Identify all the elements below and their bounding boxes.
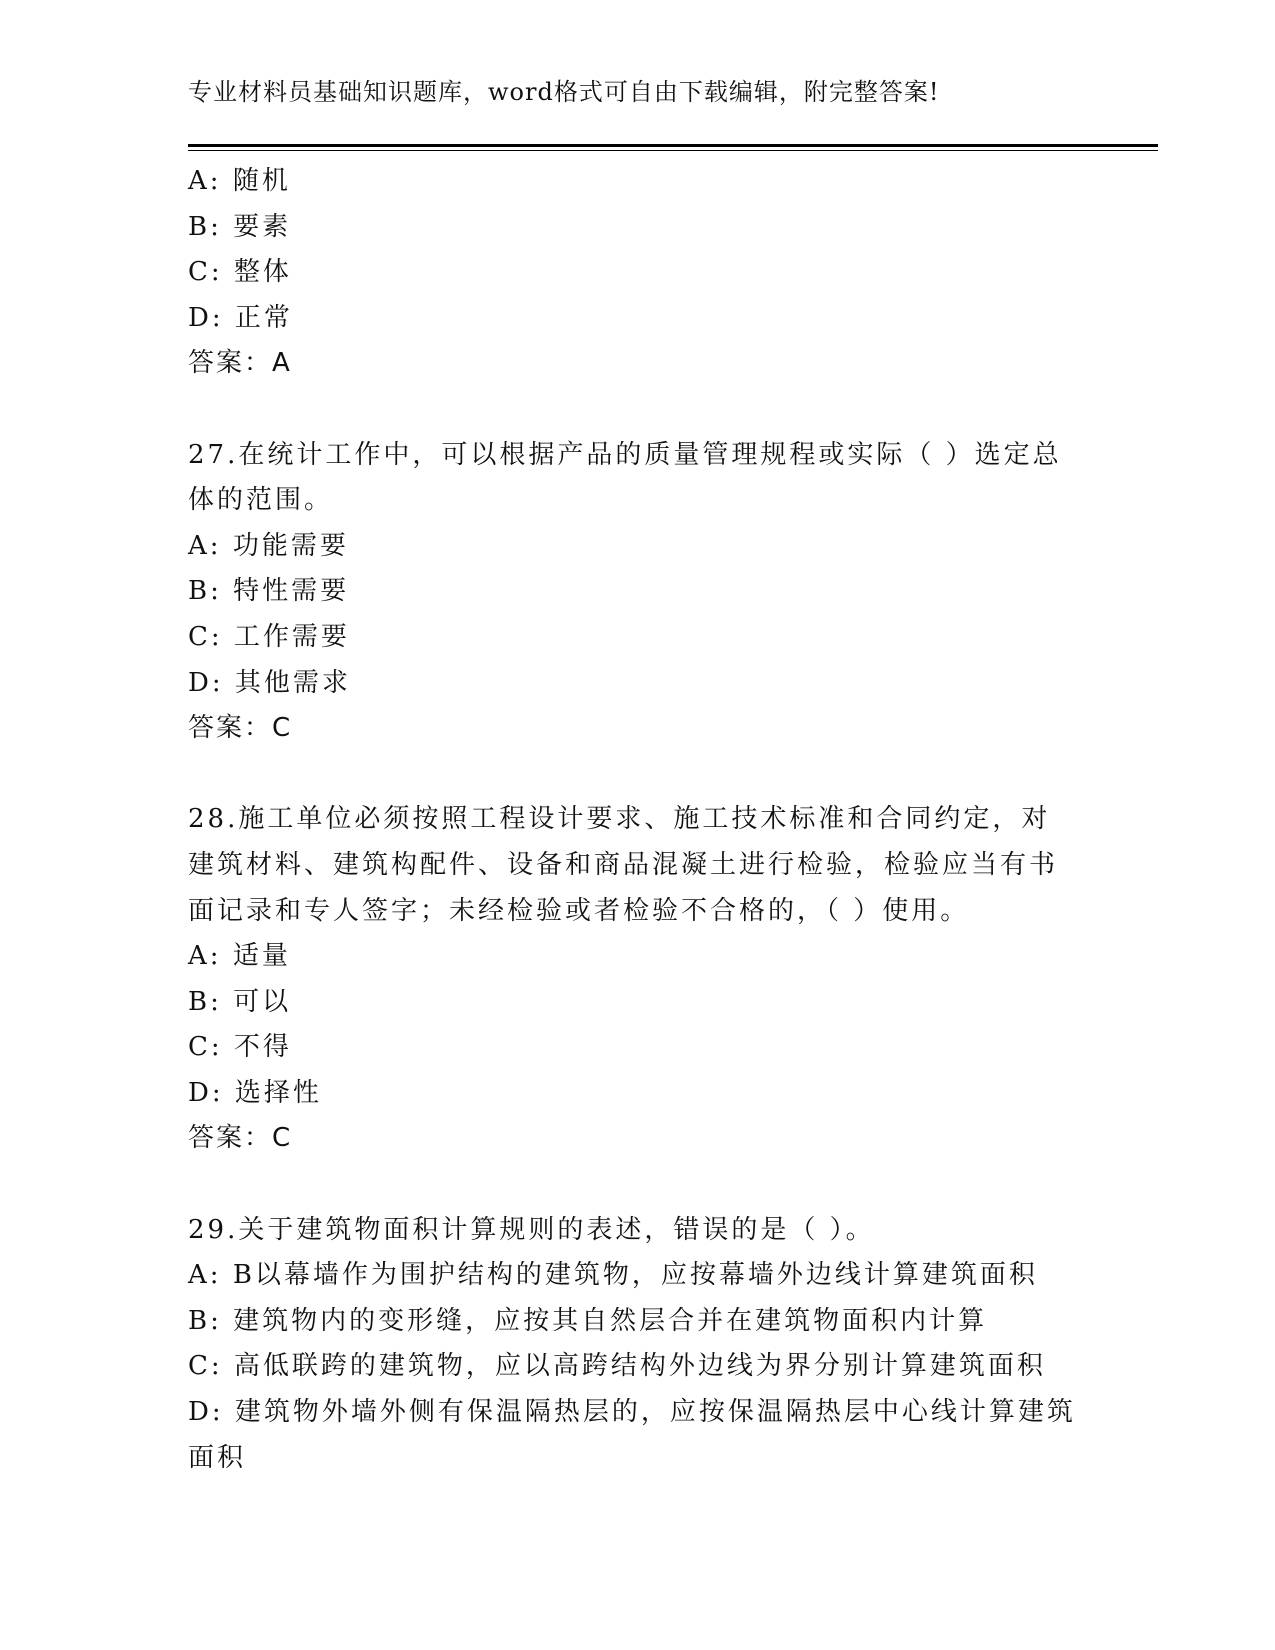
option-b <box>188 205 1088 251</box>
spacer <box>188 752 1088 798</box>
option-label: C: <box>188 1032 223 1063</box>
option-text: 工作需要 <box>233 621 350 652</box>
option-b <box>188 1299 1088 1345</box>
option-b <box>188 569 1088 615</box>
option-text: 选择性 <box>234 1077 322 1108</box>
answer-line: 答案：C <box>188 713 293 744</box>
answer-line: 答案：A <box>188 348 292 379</box>
option-label: B: <box>188 211 222 242</box>
option-text: 建筑物内的变形缝，应按其自然层合并在建筑物面积内计算 <box>233 1305 988 1336</box>
option-text: 功能需要 <box>232 530 349 561</box>
option-c <box>188 1025 1088 1071</box>
option-d <box>188 296 1088 342</box>
option-c <box>188 250 1088 296</box>
option-b <box>188 980 1088 1026</box>
spacer <box>188 387 1088 433</box>
option-d <box>188 1071 1088 1117</box>
option-label: C: <box>188 621 223 652</box>
option-text: 适量 <box>232 941 291 972</box>
option-text: B以幕墙作为围护结构的建筑物，应按幕墙外边线计算建筑面积 <box>232 1260 1038 1291</box>
spacer <box>188 1162 1088 1208</box>
option-label: B: <box>188 1305 222 1336</box>
question-27-stem: 27.在统计工作中，可以根据产品的质量管理规程或实际（ ）选定总体的范围。 <box>188 439 1062 516</box>
header-divider <box>188 144 1158 147</box>
option-a <box>188 524 1088 570</box>
option-text: 可以 <box>233 986 292 1017</box>
option-c <box>188 615 1088 661</box>
option-label: D: <box>188 667 224 698</box>
option-text: 不得 <box>233 1032 292 1063</box>
option-text: 其他需求 <box>234 667 351 698</box>
option-label: C: <box>188 1351 223 1382</box>
option-label: C: <box>188 257 223 288</box>
option-label: A: <box>188 1260 222 1291</box>
option-label: B: <box>188 986 222 1017</box>
option-text: 正常 <box>234 302 293 333</box>
option-text: 高低联跨的建筑物，应以高跨结构外边线为界分别计算建筑面积 <box>233 1351 1046 1382</box>
option-label: B: <box>188 576 222 607</box>
option-text: 随机 <box>232 166 291 196</box>
option-d <box>188 1390 1076 1481</box>
option-text: 要素 <box>233 211 292 242</box>
option-label: A: <box>188 530 222 561</box>
option-label: A: <box>188 166 222 196</box>
option-a <box>188 934 1088 980</box>
option-d <box>188 661 1088 707</box>
option-c <box>188 1344 1088 1390</box>
option-text: 整体 <box>233 257 292 288</box>
option-label: D: <box>188 302 224 333</box>
option-a <box>188 1253 1088 1299</box>
option-text: 特性需要 <box>233 576 350 607</box>
option-label: D: <box>188 1077 224 1108</box>
option-label: A: <box>188 941 222 972</box>
answer-line: 答案：C <box>188 1123 293 1154</box>
option-text: 建筑物外墙外侧有保温隔热层的，应按保温隔热层中心线计算建筑面积 <box>188 1397 1076 1473</box>
option-a <box>188 159 1088 205</box>
question-29-stem: 29.关于建筑物面积计算规则的表述，错误的是（ ）。 <box>188 1214 875 1245</box>
option-label: D: <box>188 1397 224 1428</box>
page-header: 专业材料员基础知识题库，word格式可自由下载编辑，附完整答案! <box>188 78 940 106</box>
document-body <box>188 159 1088 1481</box>
question-28-stem: 28.施工单位必须按照工程设计要求、施工技术标准和合同约定，对建筑材料、建筑构配件、设备和商品混凝土进行检验，检验应当有书面记录和专人签字；未经检验或者检验不合格的，（ ）使用。 <box>188 804 1059 926</box>
